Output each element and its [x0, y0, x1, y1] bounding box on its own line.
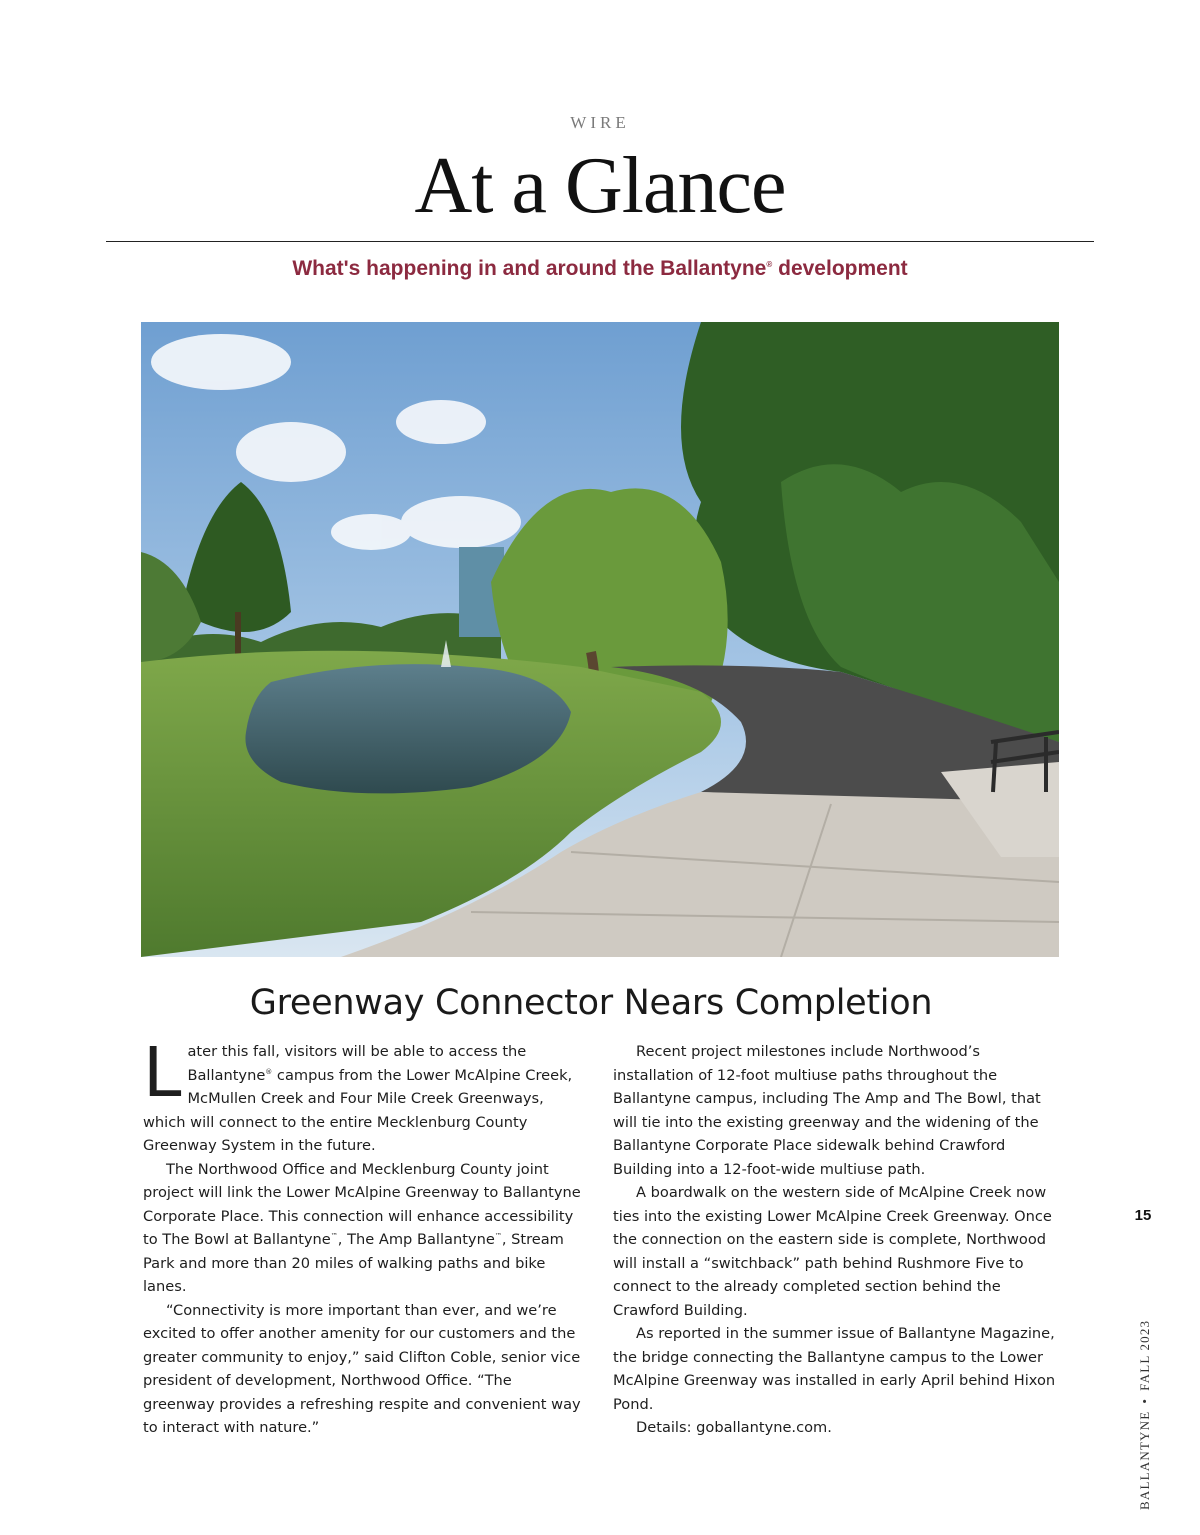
registered-mark: ® [265, 1067, 273, 1076]
paragraph: Details: goballantyne.com. [636, 1419, 832, 1436]
separator-dot: • [1137, 1397, 1152, 1404]
paragraph-text: ater this fall, visitors will be able to access the Ballantyne [187, 1043, 527, 1084]
paragraph-text: , The Amp Ballantyne [337, 1231, 495, 1248]
running-footer-text [1133, 1242, 1157, 1510]
photo-illustration [141, 322, 1059, 957]
article-column-left [143, 1033, 588, 1440]
publication-name: BALLANTYNE [1137, 1410, 1152, 1510]
subtitle-end: development [772, 257, 908, 280]
section-kicker: WIRE [570, 113, 630, 132]
title-divider [106, 241, 1094, 242]
page-number: 15 [1134, 1207, 1152, 1224]
trademark-mark: ™ [494, 1232, 502, 1241]
drop-cap: L [143, 1033, 182, 1113]
issue-label: FALL 2023 [1137, 1319, 1152, 1391]
article-column-right [613, 1040, 1058, 1440]
paragraph: A boardwalk on the western side of McAlpine Creek now ties into the existing Lower McAlpine Creek Greenway. Once the connection on the eastern side is complete, Northwood will install a “switchback” path behind Rushmore Five to connect to the already completed section behind the Crawford Building. [613, 1184, 1052, 1319]
paragraph [143, 1033, 588, 1158]
registered-mark: ® [766, 260, 773, 269]
page-subtitle [0, 257, 1200, 281]
paragraph: As reported in the summer issue of Ballantyne Magazine, the bridge connecting the Ballantyne campus to the Lower McAlpine Greenway was installed in early April behind Hixon Pond. [613, 1325, 1056, 1413]
running-footer [1133, 1242, 1157, 1510]
page-title: At a Glance [414, 142, 786, 230]
paragraph-text: The Northwood Office and Mecklenburg County joint project will link the Lower McAlpine Greenway to Ballantyne Corporate Place. This connection will enhance accessibility to The Bowl at Ballantyne [143, 1160, 581, 1248]
article-title: Greenway Connector Nears Completion [249, 983, 933, 1023]
paragraph-text: campus from the Lower McAlpine Creek, McMullen Creek and Four Mile Creek Greenways, which will connect to the entire Mecklenburg County Greenway System in the future. [143, 1066, 573, 1154]
trademark-mark: ™ [330, 1232, 338, 1241]
subtitle-main: What's happening in and around the Ballantyne [292, 257, 767, 280]
paragraph-text: , Stream Park and more than 20 miles of walking paths and bike lanes. [143, 1231, 564, 1295]
paragraph [143, 1158, 588, 1299]
paragraph: “Connectivity is more important than ever, and we’re excited to offer another amenity for our customers and the greater community to enjoy,” said Clifton Coble, senior vice president of development, Northwood Office. “The greenway provides a refreshing respite and convenient way to interact with nature.” [143, 1301, 581, 1436]
paragraph: Recent project milestones include Northwood’s installation of 12-foot multiuse paths throughout the Ballantyne campus, including The Amp and The Bowl, that will tie into the existing greenway and the widening of the Ballantyne Corporate Place sidewalk behind Crawford Building into a 12-foot-wide multiuse path. [613, 1043, 1041, 1178]
greenway-pond-photo [141, 322, 1059, 957]
